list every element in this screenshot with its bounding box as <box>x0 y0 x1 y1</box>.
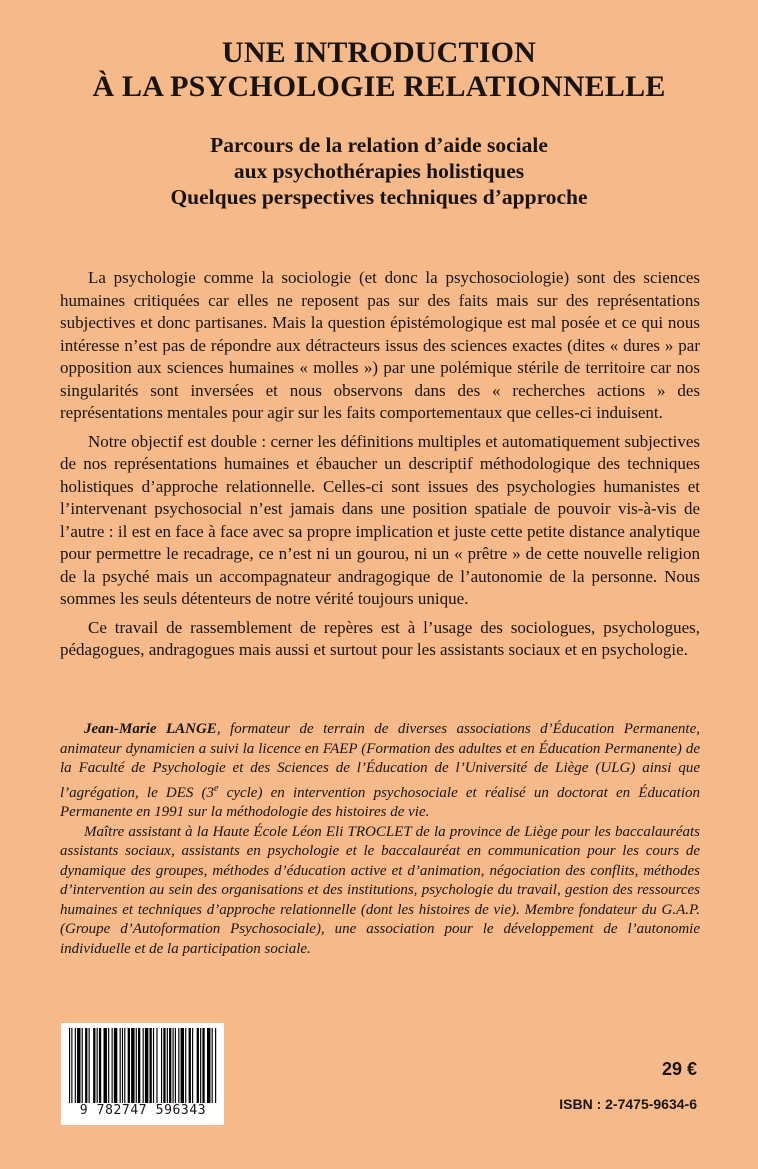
bio-paragraph-2: Maître assistant à la Haute École Léon Eli TROCLET de la province de Liège pour les baccalauréats assistants sociaux, assistants en psychologie et le baccalauréat en communication pour les cours de dynamique des groupes, méthodes d’éducation active et d’animation, négociation des conflits, méthodes d’intervention au sein des organisations et des institutions, psychologie du travail, gestion des ressources humaines et techniques d’approche relationnelle (dont les histoires de vie). Membre fondateur du G.A.P. (Groupe d’Autoformation Psychosociale), une association pour le développement de l’autonomie individuelle et de la participation sociale. <box>60 823 700 957</box>
barcode-bar <box>197 1028 199 1104</box>
book-subtitle <box>0 132 758 210</box>
summary-paragraph-3: Ce travail de rassemblement de repères est à l’usage des sociologues, psychologues, pédagogues, andragogues mais aussi et surtout pour les assistants sociaux et en psychologie. <box>60 617 700 659</box>
barcode-bar <box>69 1028 70 1104</box>
barcode-bar <box>200 1028 201 1104</box>
barcode-bar <box>75 1028 76 1104</box>
barcode-bar <box>207 1028 210 1104</box>
barcode-bar <box>108 1028 109 1104</box>
barcode-bar <box>156 1028 157 1104</box>
barcode-bar <box>175 1028 176 1104</box>
barcode-bar <box>128 1028 130 1104</box>
barcode-bar <box>153 1028 154 1104</box>
bio-text-1b: cycle) en intervention psychosociale et réalisé un doctorat en Éducation Permanente en 1991 sur la méthodologie des histoires de vie. <box>60 784 700 820</box>
barcode-bar <box>112 1028 113 1104</box>
barcode-bar <box>114 1028 117 1104</box>
barcode-bar <box>163 1028 165 1104</box>
barcode-bar <box>77 1028 80 1104</box>
title-line-1: UNE INTRODUCTION <box>221 36 537 69</box>
barcode-bar <box>185 1028 186 1104</box>
barcode-bar <box>212 1028 213 1104</box>
author-name: Jean-Marie LANGE <box>84 721 217 737</box>
barcode-bar <box>189 1028 191 1104</box>
summary-paragraph-2: Notre objectif est double : cerner les définitions multiples et automatiquement subjectives de nos représentations humaines et ébaucher un descriptif méthodologique des techniques holistiques d’approche relationnelle. Celles-ci sont issues des psychologies humanistes et l’intervenant psychosocial n’est jamais dans une position spatiale de pouvoir vis-à-vis de l’autre : il est en face à face avec sa propre implication et juste cette petite distance analytique pour permettre le recadrage, ce n’est ni un gourou, ni un « prêtre » de cette nouvelle religion de la psyché mais un accompagnateur andragogique de l’autonomie de la personne. Nous sommes les seuls détenteurs de notre vérité toujours unique. <box>60 431 700 608</box>
barcode-bar <box>136 1028 137 1104</box>
barcode-bar <box>99 1028 101 1104</box>
barcode-bar <box>181 1028 184 1104</box>
barcode-bar <box>202 1028 204 1104</box>
bio-text-1a: , formateur de terrain de diverses associations d’Éducation Permanente, animateur dynamicien a suivi la licence en FAEP (Formation des adultes et en Éducation Permanente) de la Faculté de Psychologie et des Sciences de l’Éducation de l’Université de Liège (ULG) ainsi que l’agrégation, le DES (3 <box>60 721 700 801</box>
barcode-bar <box>138 1028 140 1104</box>
barcode-bar <box>215 1028 216 1104</box>
barcode-bar <box>89 1028 90 1104</box>
barcode-digits: 9 782747 596343 <box>65 1103 221 1118</box>
barcode-bar <box>145 1028 148 1104</box>
price: 29 € <box>661 1059 697 1079</box>
barcode-bar <box>93 1028 95 1104</box>
barcode-bar <box>150 1028 152 1104</box>
book-title <box>0 36 758 104</box>
back-cover-summary <box>60 267 700 668</box>
barcode-bar <box>178 1028 179 1104</box>
barcode-bars <box>67 1028 218 1104</box>
barcode-bar <box>82 1028 83 1104</box>
barcode-bar <box>97 1028 98 1104</box>
subtitle-line-2: aux psychothérapies holistiques <box>233 159 525 183</box>
barcode-bar <box>131 1028 134 1104</box>
barcode-bar <box>104 1028 107 1104</box>
barcode-bar <box>124 1028 125 1104</box>
barcode-bar <box>120 1028 121 1104</box>
barcode-bar <box>192 1028 193 1104</box>
isbn: ISBN : 2-7475-9634-6 <box>559 1096 697 1112</box>
author-bio <box>60 720 700 959</box>
title-line-2: À LA PSYCHOLOGIE RELATIONNELLE <box>92 70 666 103</box>
barcode-bar <box>161 1028 162 1104</box>
bio-paragraph-1 <box>60 720 700 823</box>
barcode-bar <box>85 1028 87 1104</box>
barcode-bar <box>122 1028 123 1104</box>
barcode-bar <box>71 1028 72 1104</box>
subtitle-line-1: Parcours de la relation d’aide sociale <box>210 133 548 157</box>
barcode-bar <box>143 1028 144 1104</box>
barcode-bar <box>169 1028 171 1104</box>
subtitle-line-3: Quelques perspectives techniques d’approche <box>170 185 588 209</box>
barcode-bar <box>167 1028 168 1104</box>
barcode-bar <box>173 1028 174 1104</box>
barcode <box>61 1023 224 1125</box>
bio-superscript: e <box>214 782 219 794</box>
summary-paragraph-1: La psychologie comme la sociologie (et donc la psychosociologie) sont des sciences humaines critiquées car elles ne reposent pas sur des faits mais sur des représentations subjectives et donc partisanes. Mais la question épistémologique est mal posée et ce qui nous intéresse n’est pas de répondre aux détracteurs issus des sciences exactes (dites « dures » par opposition aux sciences humaines « molles ») par une polémique stérile de territoire car nos singularités sont inversées et nous observons dans des « recherches actions » des représentations mentales pour agir sur les faits comportementaux que celles-ci induisent. <box>60 268 700 422</box>
